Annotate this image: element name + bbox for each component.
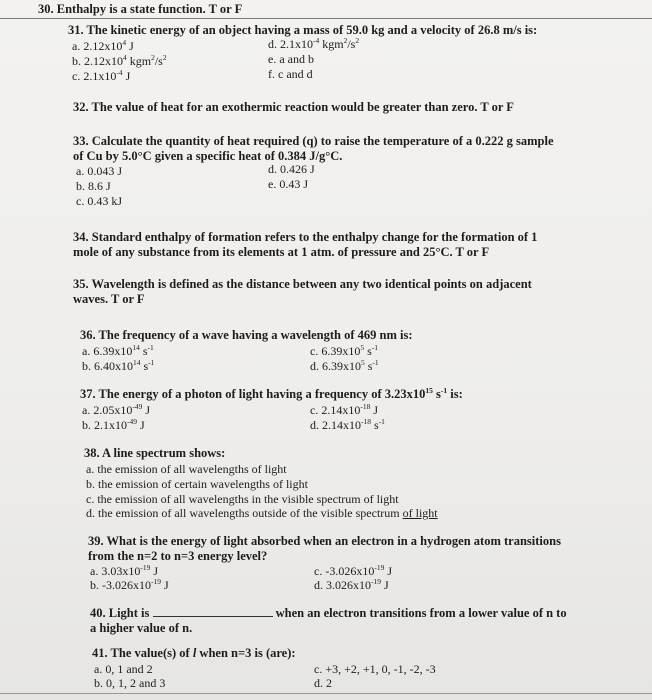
- q38-option-c: c. the emission of all wavelengths in the visible spectrum of light: [86, 492, 399, 506]
- question-34: 34. Standard enthalpy of formation refers to the enthalpy change for the formation of 1 mole of any substance from its elements at 1 atm. of pressure and 25°C. T or F: [73, 230, 538, 259]
- page-edge: [0, 693, 652, 694]
- q31-option-b: b. $2.12x10^4$ $kgm^2/s^2$: [72, 53, 167, 68]
- q31-option-a: a. $2.12x10^4$ J: [72, 38, 134, 53]
- q31-option-e: e. a and b: [268, 52, 314, 66]
- q33-option-e: e. 0.43 J: [268, 177, 308, 191]
- q37-option-d: d. $2.14x10^{-18}$ $s^{-1}$: [310, 417, 385, 432]
- q31-option-c: c. $2.1x10^{-4}$ J: [72, 68, 131, 83]
- q33-option-b: b. 8.6 J: [76, 179, 111, 193]
- question-30: 30. Enthalpy is a state function. T or F: [38, 2, 243, 16]
- question-32: 32. The value of heat for an exothermic reaction would be greater than zero. T or F: [73, 100, 514, 114]
- divider: [0, 18, 652, 19]
- q37-option-b: b. $2.1x10^{-49}$ J: [82, 417, 145, 432]
- q41-option-b: b. 0, 1, 2 and 3: [94, 676, 166, 690]
- q33-option-d: d. 0.426 J: [268, 162, 315, 176]
- q39-option-c: c. $-3.026x10^{-19}$ J: [314, 563, 392, 578]
- q41-option-a: a. 0, 1 and 2: [94, 662, 153, 676]
- question-33-stem: 33. Calculate the quantity of heat required (q) to raise the temperature of a 0.222 g sample of Cu by 5.0°C given a specific heat of 0.384 J/g°C.: [73, 134, 554, 163]
- question-37-stem: 37. The energy of a photon of light having a frequency of $3.23x10^{15}$ $s^{-1}$ is:: [80, 385, 463, 401]
- q41-option-c: c. +3, +2, +1, 0, -1, -2, -3: [314, 662, 436, 676]
- question-36-stem: 36. The frequency of a wave having a wavelength of 469 nm is:: [80, 328, 413, 342]
- question-35: 35. Wavelength is defined as the distance between any two identical points on adjacent waves. T or F: [73, 277, 532, 306]
- q33-option-a: a. 0.043 J: [76, 164, 122, 178]
- question-38-stem: 38. A line spectrum shows:: [84, 446, 226, 460]
- q37-option-a: a. $2.05x10^{-49}$ J: [82, 402, 150, 417]
- q36-option-a: a. $6.39x10^{14}$ $s^{-1}$: [82, 343, 154, 358]
- question-41-stem: 41. The value(s) of l when n=3 is (are):: [92, 646, 296, 660]
- question-40-cont: a higher value of n.: [90, 621, 193, 635]
- q36-option-b: b. $6.40x10^{14}$ $s^{-1}$: [82, 358, 155, 373]
- q39-option-a: a. $3.03x10^{-19}$ J: [90, 563, 158, 578]
- q37-option-c: c. $2.14x10^{-18}$ J: [310, 402, 378, 417]
- question-40: 40. Light is when an electron transitions from a lower value of n to: [90, 606, 567, 620]
- q39-option-b: b. $-3.026x10^{-19}$ J: [90, 577, 169, 592]
- question-31-stem: 31. The kinetic energy of an object having a mass of 59.0 kg and a velocity of 26.8 m/s is:: [68, 23, 538, 37]
- q31-option-d: d. $2.1x10^{-4}$ $kgm^2/s^2$: [268, 36, 360, 51]
- question-39-stem: 39. What is the energy of light absorbed when an electron in a hydrogen atom transitions from the n=2 to n=3 energy level?: [88, 534, 561, 563]
- q31-option-f: f. c and d: [268, 67, 313, 81]
- q33-option-c: c. 0.43 kJ: [76, 194, 122, 208]
- q41-option-d: d. 2: [314, 676, 332, 690]
- q38-option-b: b. the emission of certain wavelengths of light: [86, 477, 308, 491]
- q36-option-d: d. $6.39x10^5$ $s^{-1}$: [310, 358, 379, 373]
- q40-answer-blank[interactable]: [153, 606, 273, 617]
- q38-option-a: a. the emission of all wavelengths of light: [86, 462, 287, 476]
- q39-option-d: d. $3.026x10^{-19}$ J: [314, 577, 389, 592]
- q36-option-c: c. $6.39x10^5$ $s^{-1}$: [310, 343, 378, 358]
- q38-option-d: d. the emission of all wavelengths outside of the visible spectrum of light: [86, 506, 438, 520]
